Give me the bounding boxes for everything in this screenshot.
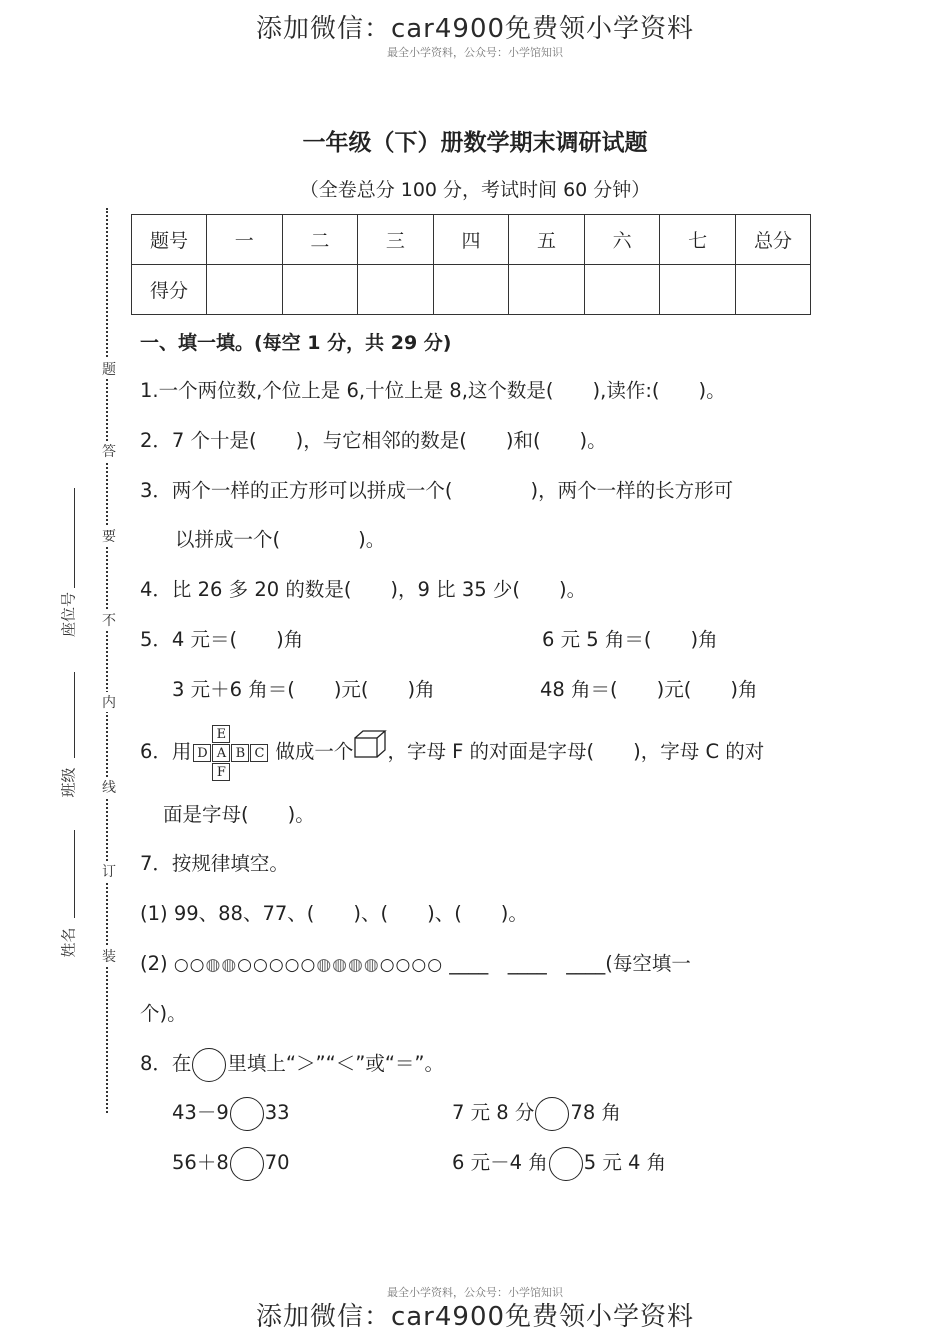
circle-pattern: ○○◍◍○○○○○◍◍◍◍○○○○: [173, 955, 444, 975]
compare-circle[interactable]: [549, 1147, 583, 1181]
seat-number-label: 座位号: [59, 592, 78, 638]
section-1-heading: 一、填一填。(每空 1 分，共 29 分): [140, 332, 452, 354]
question-6-line-1: [140, 724, 764, 780]
header-cell: 六: [584, 215, 660, 265]
compare-circle[interactable]: [535, 1097, 569, 1131]
header-cell: 四: [433, 215, 509, 265]
binding-char: 要: [102, 526, 116, 546]
name-label: 姓名: [59, 927, 78, 958]
compare-item: [172, 1143, 290, 1183]
question-8-prefix: 8．在: [140, 1052, 192, 1075]
header-cell: 三: [358, 215, 434, 265]
score-cell[interactable]: [736, 265, 811, 315]
header-cell: 七: [660, 215, 736, 265]
class-label: 班级: [59, 767, 78, 798]
compare-circle[interactable]: [230, 1147, 264, 1181]
question-4: 4．比 26 多 20 的数是( )，9 比 35 少( )。: [140, 578, 587, 601]
binding-char: 装: [102, 946, 116, 966]
question-5-a: 5．4 元＝( )角: [140, 628, 304, 651]
question-6-prefix: 6．用: [140, 740, 192, 763]
cube-net-figure: [193, 725, 273, 781]
question-8: [140, 1044, 444, 1084]
compare-item: [172, 1093, 290, 1133]
circle-icon: [192, 1048, 226, 1082]
page-title: 一年级（下）册数学期末调研试题: [302, 129, 648, 156]
question-7-2: [140, 951, 691, 978]
compare-left: 6 元－4 角: [452, 1151, 548, 1174]
binding-char: 题: [102, 359, 116, 379]
question-6-mid: 做成一个: [275, 740, 354, 763]
question-7: 7．按规律填空。: [140, 852, 289, 875]
question-3-line-1: 3．两个一样的正方形可以拼成一个( )，两个一样的长方形可: [140, 479, 734, 502]
question-2: 2．7 个十是( )，与它相邻的数是( )和( )。: [140, 429, 607, 452]
compare-right: 33: [264, 1101, 290, 1124]
score-cell[interactable]: [282, 265, 358, 315]
question-5-b: 6 元 5 角＝( )角: [542, 628, 718, 651]
score-table-header-row: [132, 215, 811, 265]
question-7-1: (1) 99、88、77、( )、( )、( )。: [140, 902, 528, 925]
compare-item: [452, 1143, 666, 1183]
compare-item: [452, 1093, 621, 1133]
question-6-line-2: 面是字母( )。: [163, 803, 315, 826]
net-cell-bottom: F: [212, 763, 230, 781]
name-line[interactable]: [74, 830, 75, 918]
header-cell: 二: [282, 215, 358, 265]
header-cell: 题号: [132, 215, 207, 265]
compare-left: 56＋8: [172, 1151, 229, 1174]
compare-right: 5 元 4 角: [583, 1151, 667, 1174]
header-cell: 总分: [736, 215, 811, 265]
question-1: 1.一个两位数,个位上是 6,十位上是 8,这个数是( ),读作:( )。: [140, 379, 726, 402]
compare-right: 70: [264, 1151, 290, 1174]
seat-number-line[interactable]: [74, 488, 75, 588]
cube-icon: [353, 725, 387, 781]
compare-right: 78 角: [570, 1101, 621, 1124]
binding-char: 不: [102, 610, 116, 630]
score-table-score-row: [132, 265, 811, 315]
compare-circle[interactable]: [230, 1097, 264, 1131]
score-cell[interactable]: [509, 265, 585, 315]
compare-left: 43－9: [172, 1101, 229, 1124]
page-subtitle: （全卷总分 100 分，考试时间 60 分钟）: [299, 179, 651, 201]
score-cell[interactable]: [207, 265, 283, 315]
net-cell: D: [193, 744, 211, 762]
question-7-2-continued: 个)。: [140, 1002, 187, 1025]
question-5-c: 3 元＋6 角＝( )元( )角: [172, 678, 435, 701]
question-5-d: 48 角＝( )元( )角: [540, 678, 758, 701]
binding-char: 线: [102, 777, 116, 797]
question-6-suffix: ，字母 F 的对面是字母( )，字母 C 的对: [387, 740, 765, 763]
watermark-bottom: 添加微信：car4900免费领小学资料: [255, 1302, 695, 1332]
score-cell[interactable]: [584, 265, 660, 315]
score-cell[interactable]: [358, 265, 434, 315]
binding-char: 内: [102, 692, 116, 712]
net-cell-top: E: [212, 725, 230, 743]
faint-header-text: 最全小学资料，公众号：小学馆知识: [387, 46, 563, 59]
header-cell: 一: [207, 215, 283, 265]
question-7-2-prefix: (2): [140, 952, 168, 975]
score-cell[interactable]: [660, 265, 736, 315]
net-cell: C: [250, 744, 268, 762]
net-cell: B: [231, 744, 249, 762]
row-label: 得分: [132, 265, 207, 315]
net-cell: A: [212, 744, 230, 762]
binding-dotted-line: [106, 208, 108, 1113]
class-line[interactable]: [74, 672, 75, 758]
compare-left: 7 元 8 分: [452, 1101, 535, 1124]
question-3-line-2: 以拼成一个( )。: [175, 528, 386, 551]
question-7-2-suffix: ____ ____ ____(每空填一: [449, 952, 691, 975]
score-cell[interactable]: [433, 265, 509, 315]
question-8-suffix: 里填上“＞”“＜”或“＝”。: [227, 1052, 445, 1075]
faint-footer-text: 最全小学资料，公众号：小学馆知识: [387, 1286, 563, 1299]
binding-char: 订: [102, 861, 116, 881]
header-cell: 五: [509, 215, 585, 265]
watermark-top: 添加微信：car4900免费领小学资料: [255, 14, 695, 44]
binding-char: 答: [102, 441, 116, 461]
score-table: [131, 214, 811, 315]
